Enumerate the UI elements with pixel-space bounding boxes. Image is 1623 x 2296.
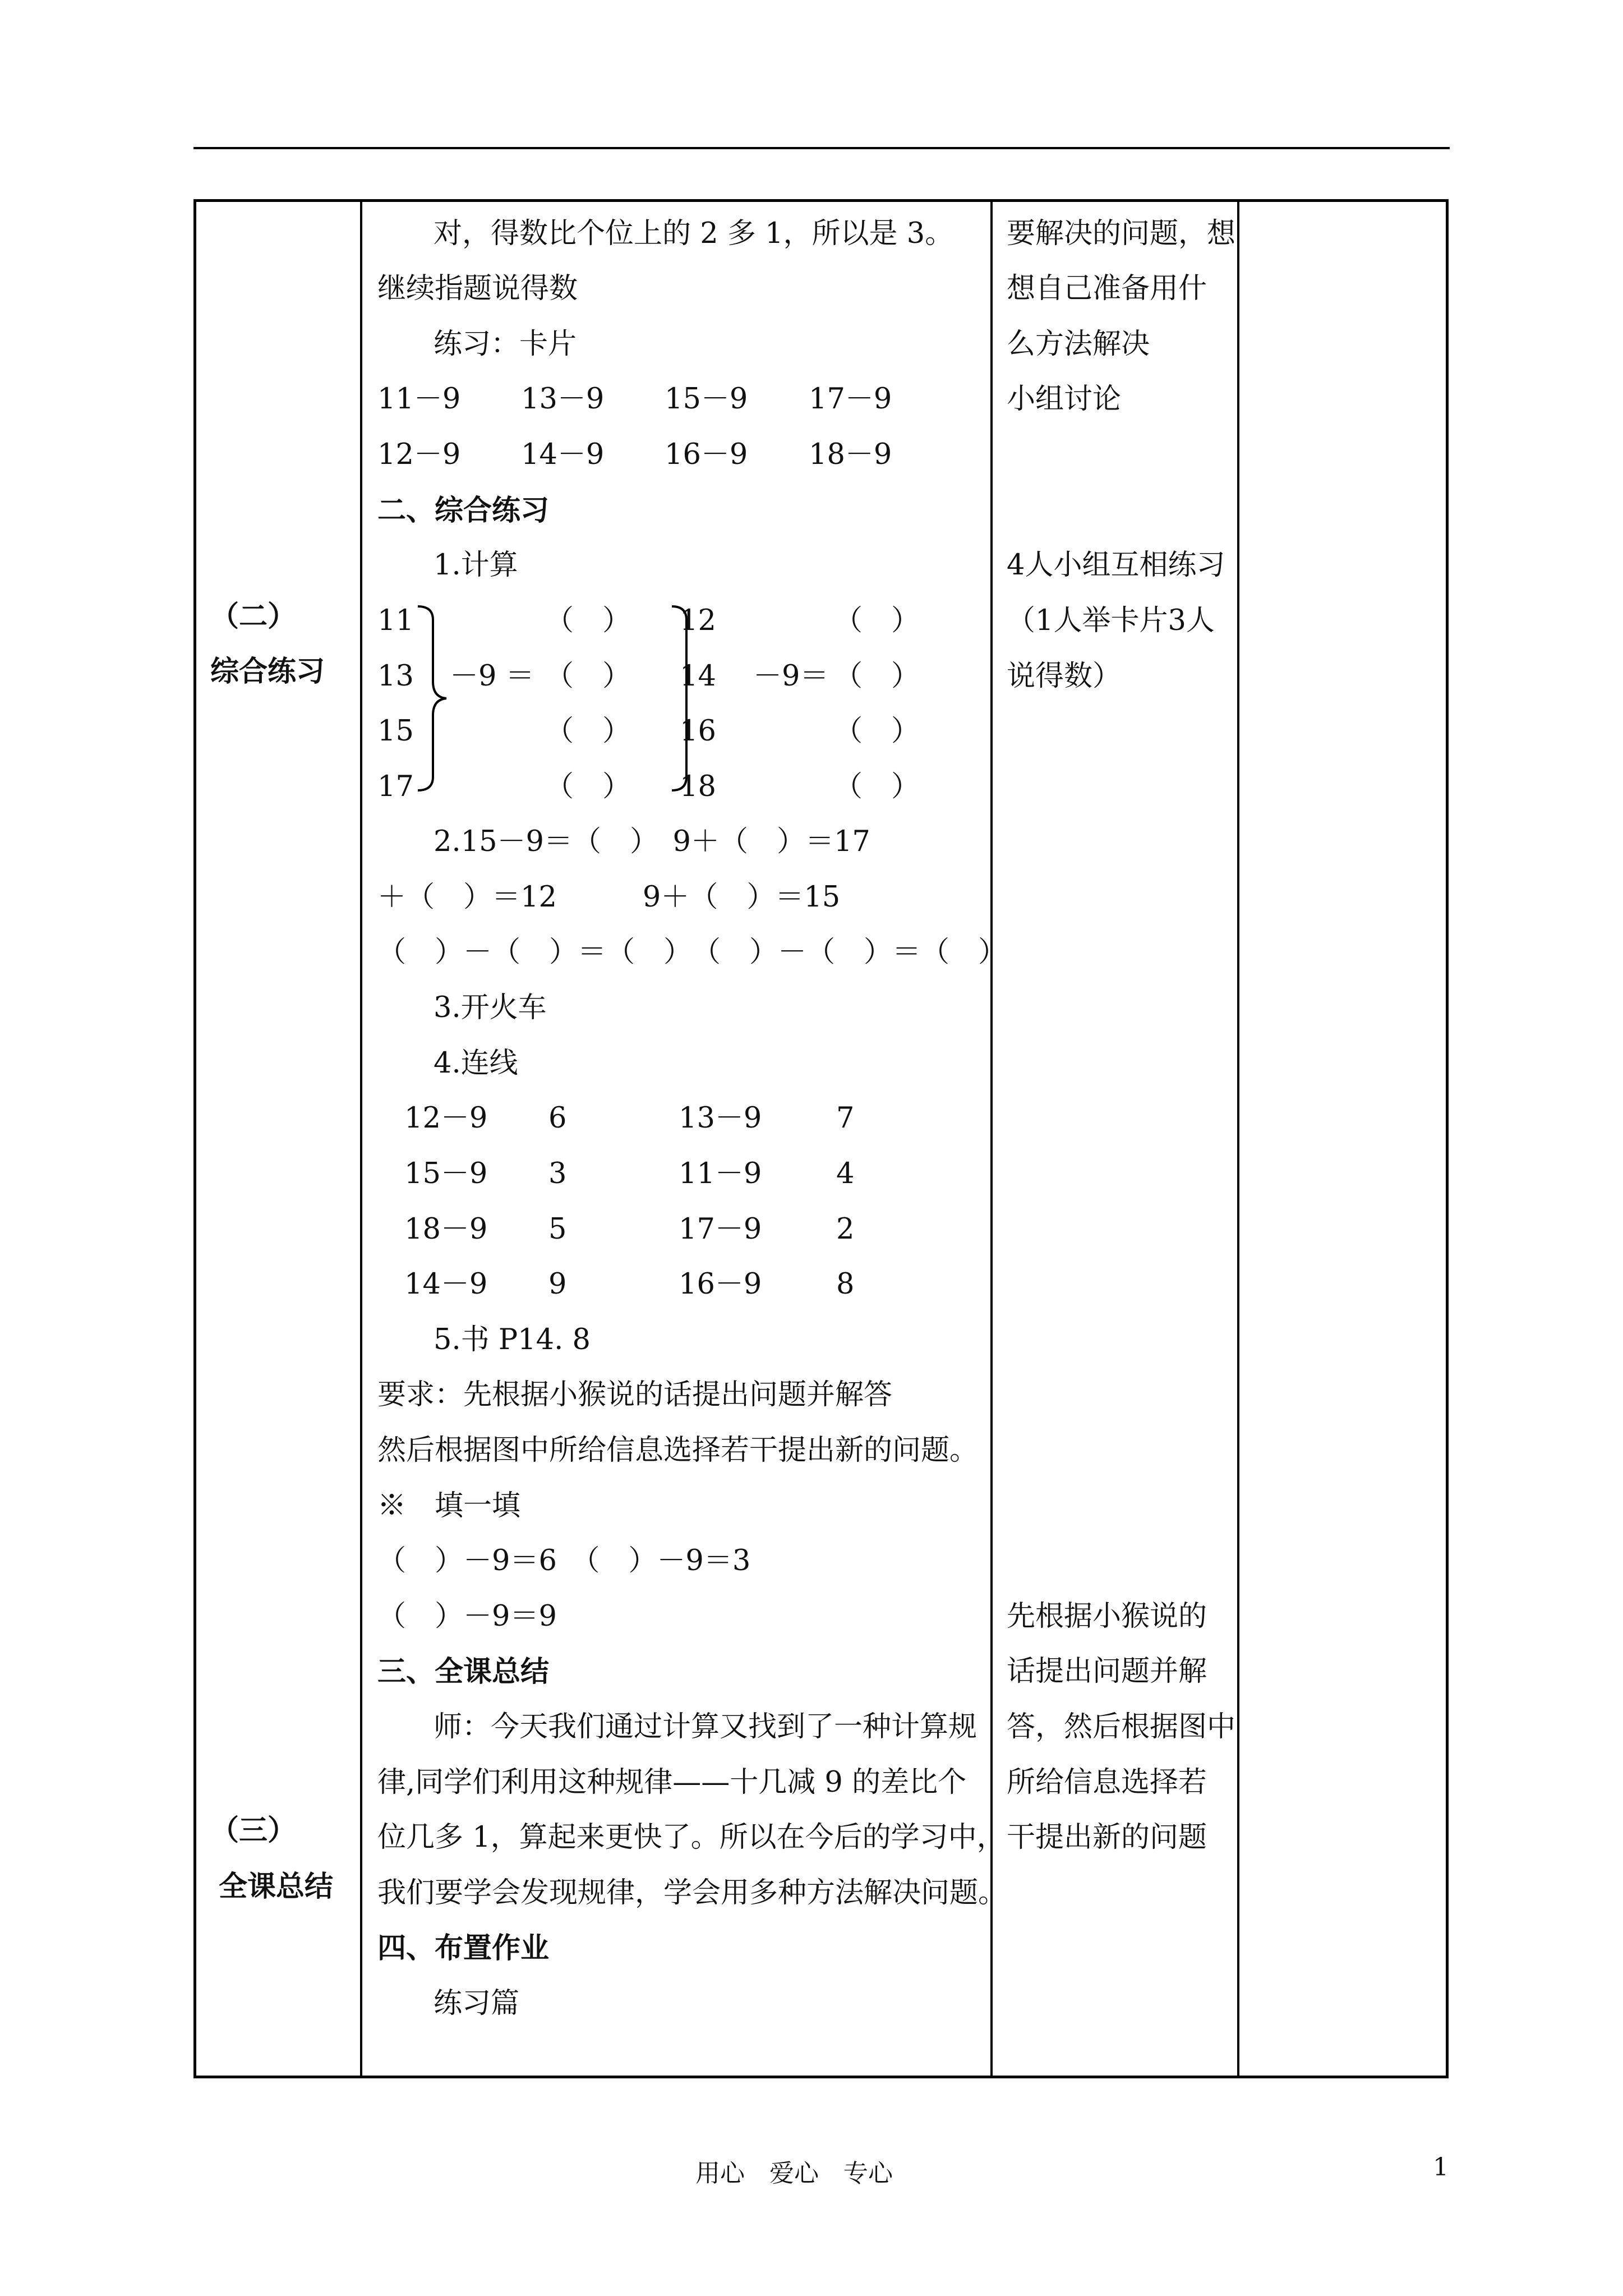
note-line: 先根据小猴说的 (1007, 1600, 1207, 1633)
note-line: 话提出问题并解 (1007, 1655, 1207, 1688)
note-line: 干提出新的问题 (1007, 1821, 1207, 1854)
card-item: 18－9 (809, 438, 892, 471)
calc-number: 16 (680, 715, 716, 748)
link-expr: 13－9 (679, 1102, 762, 1135)
calc-number: 12 (680, 604, 716, 637)
text-line: 位几多 1，算起来更快了。所以在今后的学习中， (377, 1821, 1006, 1854)
link-value: 3 (548, 1157, 567, 1190)
answer-paren: （ ） (545, 770, 631, 803)
text-line: ※ 填一填 (377, 1489, 521, 1522)
text-line: 律,同学们利用这种规律——十几减 9 的差比个 (377, 1766, 967, 1799)
calc-number: 14 (680, 660, 716, 693)
text-line: 然后根据图中所给信息选择若干提出新的问题。 (377, 1434, 979, 1467)
text-line: 练习篇 (434, 1987, 520, 2020)
note-line: 答，然后根据图中 (1007, 1710, 1236, 1743)
heading-4: 四、布置作业 (377, 1931, 550, 1965)
column-divider (360, 202, 362, 2076)
link-value: 6 (548, 1102, 567, 1135)
link-value: 8 (836, 1268, 855, 1301)
note-line: （1人举卡片3人 (1007, 604, 1215, 637)
note-line: 4人小组互相练习 (1007, 549, 1225, 582)
link-value: 9 (548, 1268, 567, 1301)
text-line: 3.开火车 (434, 991, 547, 1024)
calc-number: 11 (377, 604, 414, 637)
text-line: 继续指题说得数 (377, 272, 578, 305)
card-item: 12－9 (377, 438, 461, 471)
heading-2: 二、综合练习 (377, 494, 550, 527)
calc-number: 18 (680, 770, 716, 803)
heading-3: 三、全课总结 (377, 1655, 550, 1688)
card-item: 13－9 (521, 383, 605, 416)
card-item: 11－9 (377, 383, 461, 416)
column-divider (990, 202, 993, 2076)
card-item: 15－9 (665, 383, 748, 416)
answer-paren: （ ） (834, 770, 920, 803)
text-line: 要求：先根据小猴说的话提出问题并解答 (377, 1378, 893, 1411)
text-line: 5.书 P14. 8 (434, 1323, 591, 1356)
note-line: 小组讨论 (1007, 383, 1122, 416)
calc-number: 13 (377, 660, 414, 693)
text-line: 我们要学会发现规律，学会用多种方法解决问题。 (377, 1876, 1007, 1910)
column-divider (1237, 202, 1239, 2076)
header-rule (193, 147, 1450, 149)
link-value: 7 (836, 1102, 855, 1135)
text-line: （ ）－（ ）＝（ ） （ ）－（ ）＝（ ） (377, 936, 1007, 969)
answer-paren: （ ） (545, 660, 631, 693)
text-line: （ ）－9＝6 （ ）－9＝3 (377, 1544, 751, 1577)
text-line: 1.计算 (434, 549, 518, 582)
footer-slogan: 用心 爱心 专心 (695, 2159, 893, 2188)
section-3-title: 全课总结 (219, 1870, 334, 1903)
link-value: 2 (836, 1213, 855, 1246)
link-expr: 17－9 (679, 1213, 762, 1246)
note-line: 说得数） (1007, 660, 1122, 693)
calc-operator: －9 ＝ (450, 660, 534, 693)
answer-paren: （ ） (545, 715, 631, 748)
calc-number: 17 (377, 770, 414, 803)
text-line: 对，得数比个位上的 2 多 1，所以是 3。 (434, 217, 954, 250)
card-item: 17－9 (809, 383, 892, 416)
left-brace (415, 603, 449, 794)
text-line: （ ）－9＝9 (377, 1600, 557, 1633)
text-line: 2.15－9＝（ ） 9＋（ ）＝17 (434, 825, 870, 858)
page-number: 1 (1433, 2153, 1449, 2182)
section-2-title: 综合练习 (210, 655, 325, 688)
link-value: 5 (548, 1213, 567, 1246)
link-expr: 14－9 (404, 1268, 488, 1301)
answer-paren: （ ） (834, 604, 920, 637)
answer-paren: （ ） (545, 604, 631, 637)
link-value: 4 (836, 1157, 855, 1190)
text-line: 4.连线 (434, 1047, 518, 1080)
card-item: 14－9 (521, 438, 605, 471)
calc-number: 15 (377, 715, 414, 748)
link-expr: 16－9 (679, 1268, 762, 1301)
link-expr: 15－9 (404, 1157, 488, 1190)
link-expr: 11－9 (679, 1157, 762, 1190)
text-line: 练习：卡片 (434, 328, 577, 361)
text-line: ＋（ ）＝12 9＋（ ）＝15 (377, 881, 841, 914)
section-3-number: （三） (210, 1814, 297, 1847)
note-line: 想自己准备用什 (1007, 272, 1207, 305)
answer-paren: （ ） (834, 715, 920, 748)
link-expr: 12－9 (404, 1102, 488, 1135)
note-line: 所给信息选择若 (1007, 1766, 1207, 1799)
text-line: 师：今天我们通过计算又找到了一种计算规 (434, 1710, 978, 1743)
note-line: 么方法解决 (1007, 328, 1150, 361)
calc-operator: －9＝ (753, 660, 829, 693)
section-2-number: （二） (210, 600, 297, 633)
link-expr: 18－9 (404, 1213, 488, 1246)
card-item: 16－9 (665, 438, 748, 471)
note-line: 要解决的问题，想 (1007, 217, 1236, 250)
answer-paren: （ ） (834, 660, 920, 693)
